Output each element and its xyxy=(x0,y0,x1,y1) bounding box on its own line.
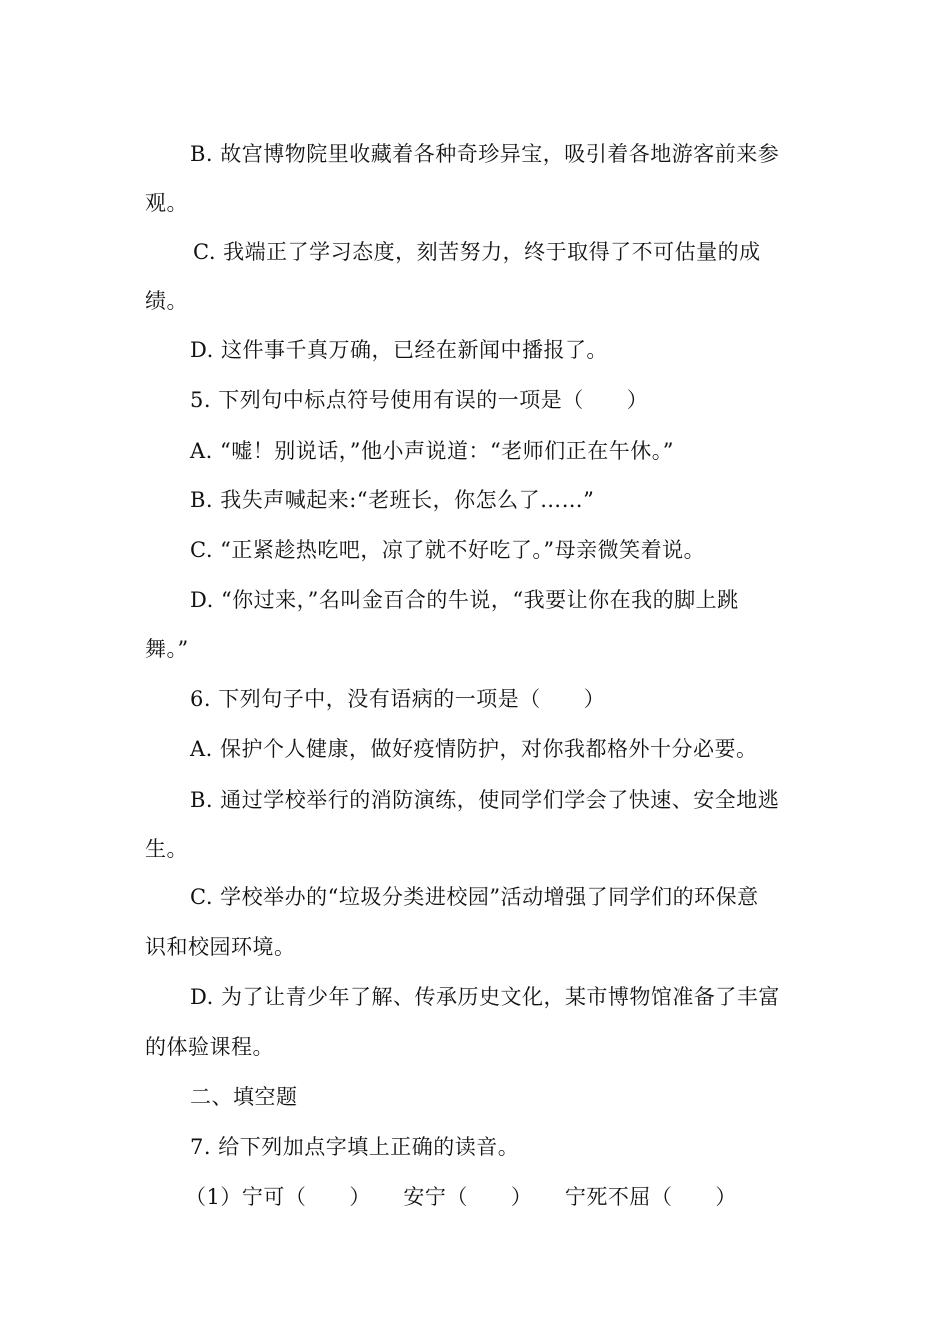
q6-stem: 6. 下列句子中，没有语病的一项是（ ） xyxy=(190,687,606,711)
q4-option-d: D. 这件事千真万确，已经在新闻中播报了。 xyxy=(190,338,608,362)
q4-option-b-line1: B. 故宫博物院里收藏着各种奇珍异宝，吸引着各地游客前来参 xyxy=(190,142,780,166)
q5-stem: 5. 下列句中标点符号使用有误的一项是（ ） xyxy=(190,388,649,412)
q6-option-c-line1: C. 学校举办的“垃圾分类进校园”活动增强了同学们的环保意 xyxy=(190,885,759,909)
q5-option-b: B. 我失声喊起来:“老班长，你怎么了……” xyxy=(190,488,595,512)
q6-option-a: A. 保护个人健康，做好疫情防护，对你我都格外十分必要。 xyxy=(190,737,758,761)
q7-stem: 7. 给下列加点字填上正确的读音。 xyxy=(190,1135,520,1159)
q5-option-d-line1: D. “你过来，”名叫金百合的牛说，“我要让你在我的脚上跳 xyxy=(190,588,739,612)
q5-option-a: A. “嘘！别说话，”他小声说道：“老师们正在午休。” xyxy=(190,439,674,463)
q6-option-b-line1: B. 通过学校举行的消防演练，使同学们学会了快速、安全地逃 xyxy=(190,788,780,812)
section-heading-fill-in: 二、填空题 xyxy=(190,1085,298,1109)
q5-option-d-line2: 舞。” xyxy=(145,637,189,661)
q7-item1: （1）宁可（ ） 安宁（ ） 宁死不屈（ ） xyxy=(185,1185,737,1209)
q4-option-c-line1: C. 我端正了学习态度，刻苦努力，终于取得了不可估量的成 xyxy=(193,240,761,264)
q6-option-c-line2: 识和校园环境。 xyxy=(145,935,296,959)
q5-option-c: C. “正紧趁热吃吧，凉了就不好吃了。”母亲微笑着说。 xyxy=(190,538,706,562)
q4-option-c-line2: 绩。 xyxy=(145,289,188,313)
q6-option-d-line2: 的体验课程。 xyxy=(145,1035,274,1059)
q4-option-b-line2: 观。 xyxy=(145,191,188,215)
q6-option-d-line1: D. 为了让青少年了解、传承历史文化，某市博物馆准备了丰富 xyxy=(190,985,780,1009)
q6-option-b-line2: 生。 xyxy=(145,837,188,861)
